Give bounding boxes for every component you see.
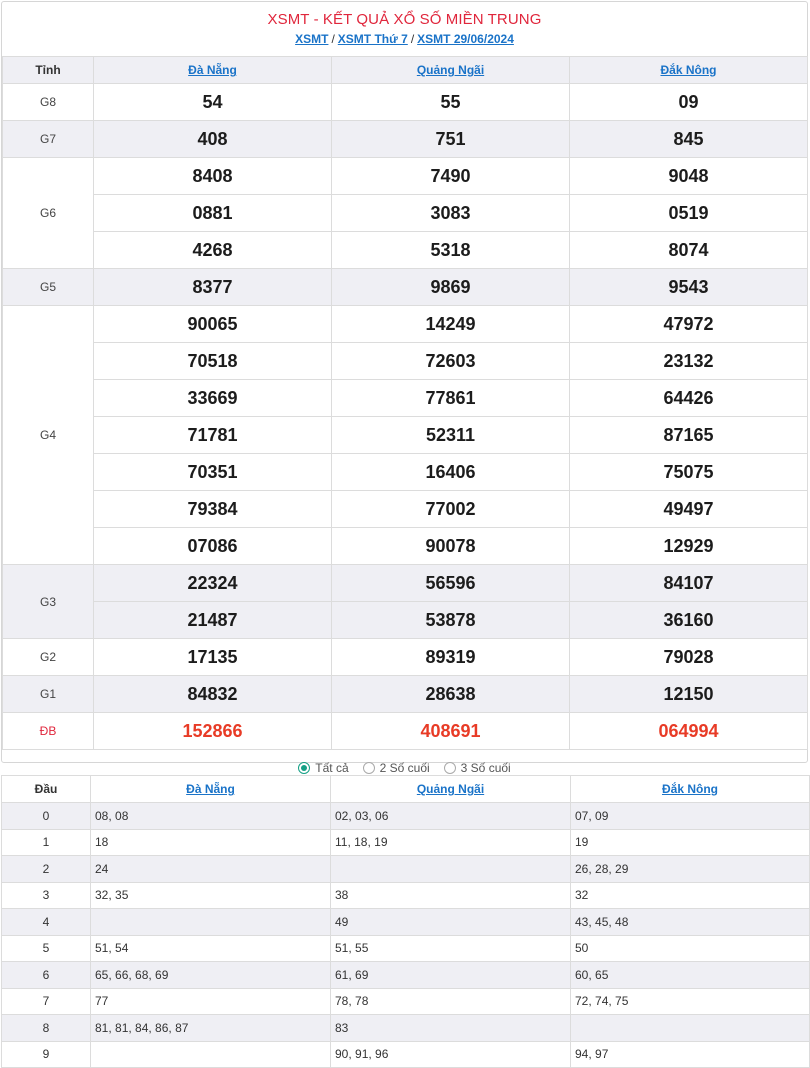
result-cell <box>332 121 570 158</box>
dau-label: 6 <box>2 962 91 989</box>
filter-option-label: 2 Số cuối <box>379 760 430 775</box>
loto-province-header <box>571 776 810 803</box>
result-cell <box>570 269 808 306</box>
loto-province-link-dak-nong[interactable]: Đắk Nông <box>661 782 718 796</box>
prize-row <box>3 158 808 269</box>
result-number: 28638 <box>425 684 476 704</box>
province-header <box>570 57 808 84</box>
result-number: 8377 <box>192 277 233 297</box>
loto-cell: 07, 09 <box>571 803 810 830</box>
result-cell <box>332 269 570 306</box>
loto-row <box>2 988 810 1015</box>
result-number: 77002 <box>332 490 569 527</box>
breadcrumb-link-weekday[interactable]: XSMT Thứ 7 <box>337 32 408 46</box>
result-cell <box>570 306 808 565</box>
province-header <box>94 57 332 84</box>
loto-row <box>2 882 810 909</box>
prize-row <box>3 565 808 639</box>
result-cell <box>570 121 808 158</box>
radio-button[interactable] <box>363 762 375 774</box>
result-cell <box>332 84 570 121</box>
loto-cell: 43, 45, 48 <box>571 909 810 936</box>
breadcrumb-link-xsmt[interactable]: XSMT <box>295 32 329 46</box>
result-cell <box>94 676 332 713</box>
dau-label: 9 <box>2 1041 91 1068</box>
result-number: 64426 <box>570 379 807 416</box>
result-number: 8074 <box>570 231 807 268</box>
loto-row <box>2 829 810 856</box>
result-cell <box>94 639 332 676</box>
result-number: 845 <box>673 129 704 149</box>
result-number: 12150 <box>663 684 714 704</box>
loto-cell: 77 <box>91 988 331 1015</box>
province-link-quang-ngai[interactable]: Quảng Ngãi <box>416 63 485 77</box>
dau-label: 1 <box>2 829 91 856</box>
result-number: 4268 <box>94 231 331 268</box>
prize-row <box>3 269 808 306</box>
result-number: 54 <box>202 92 223 112</box>
prize-label: ĐB <box>3 713 94 750</box>
loto-row <box>2 1015 810 1042</box>
loto-cell: 94, 97 <box>571 1041 810 1068</box>
result-number: 0881 <box>94 194 331 231</box>
loto-cell: 65, 66, 68, 69 <box>91 962 331 989</box>
loto-cell: 38 <box>331 882 571 909</box>
loto-cell: 32, 35 <box>91 882 331 909</box>
result-number: 0519 <box>570 194 807 231</box>
loto-cell <box>91 1041 331 1068</box>
loto-cell: 72, 74, 75 <box>571 988 810 1015</box>
prize-row <box>3 639 808 676</box>
result-cell <box>94 565 332 639</box>
loto-province-link-da-nang[interactable]: Đà Nẵng <box>186 782 235 796</box>
result-number: 70518 <box>94 342 331 379</box>
result-cell <box>570 639 808 676</box>
dau-column-label: Đầu <box>2 776 91 803</box>
result-number: 56596 <box>425 573 476 593</box>
prize-row <box>3 306 808 565</box>
radio-button[interactable] <box>298 762 310 774</box>
prize-row <box>3 121 808 158</box>
result-number: 55 <box>440 92 461 112</box>
breadcrumb-separator: / <box>331 32 335 46</box>
breadcrumb-link-date[interactable]: XSMT 29/06/2024 <box>417 32 514 46</box>
loto-cell: 51, 54 <box>91 935 331 962</box>
result-number: 751 <box>435 129 466 149</box>
result-cell <box>332 306 570 565</box>
result-number: 9869 <box>430 277 471 297</box>
dau-label: 3 <box>2 882 91 909</box>
result-number: 16406 <box>332 453 569 490</box>
result-cell <box>94 121 332 158</box>
result-number: 21487 <box>94 601 331 638</box>
loto-body <box>2 803 810 1068</box>
loto-province-header <box>331 776 571 803</box>
result-number: 75075 <box>570 453 807 490</box>
filter-option-label: 3 Số cuối <box>460 760 511 775</box>
results-body <box>3 84 808 750</box>
loto-cell: 11, 18, 19 <box>331 829 571 856</box>
result-number: 70351 <box>94 453 331 490</box>
result-number: 3083 <box>332 194 569 231</box>
results-card <box>1 1 808 775</box>
loto-cell: 02, 03, 06 <box>331 803 571 830</box>
result-cell <box>332 676 570 713</box>
result-cell <box>94 158 332 269</box>
result-number: 90065 <box>187 314 238 334</box>
result-number: 33669 <box>94 379 331 416</box>
loto-row <box>2 856 810 883</box>
result-cell <box>332 565 570 639</box>
prize-label: G4 <box>3 306 94 565</box>
loto-cell: 49 <box>331 909 571 936</box>
loto-cell: 08, 08 <box>91 803 331 830</box>
result-number: 17135 <box>187 647 238 667</box>
result-number: 9048 <box>668 166 709 186</box>
result-number: 23132 <box>570 342 807 379</box>
result-cell <box>94 269 332 306</box>
result-number: 84107 <box>663 573 714 593</box>
loto-cell: 83 <box>331 1015 571 1042</box>
result-number: 89319 <box>425 647 476 667</box>
province-link-dak-nong[interactable]: Đắk Nông <box>660 63 717 77</box>
result-number: 064994 <box>658 721 719 741</box>
results-table <box>2 56 808 750</box>
prize-label: G6 <box>3 158 94 269</box>
result-cell <box>570 565 808 639</box>
result-number: 49497 <box>570 490 807 527</box>
prize-label: G5 <box>3 269 94 306</box>
loto-cell: 32 <box>571 882 810 909</box>
result-number: 36160 <box>570 601 807 638</box>
dau-label: 2 <box>2 856 91 883</box>
loto-header-row <box>2 776 810 803</box>
result-cell <box>94 306 332 565</box>
result-cell <box>570 158 808 269</box>
loto-cell: 18 <box>91 829 331 856</box>
result-number: 7490 <box>430 166 471 186</box>
dau-label: 4 <box>2 909 91 936</box>
radio-button[interactable] <box>444 762 456 774</box>
result-number: 79028 <box>663 647 714 667</box>
result-cell <box>332 639 570 676</box>
loto-cell: 60, 65 <box>571 962 810 989</box>
result-number: 77861 <box>332 379 569 416</box>
loto-cell <box>571 1015 810 1042</box>
loto-cell: 24 <box>91 856 331 883</box>
loto-row <box>2 935 810 962</box>
loto-row <box>2 909 810 936</box>
result-number: 90078 <box>332 527 569 564</box>
result-cell <box>94 84 332 121</box>
result-cell <box>332 158 570 269</box>
province-column-label: Tỉnh <box>3 57 94 84</box>
loto-table <box>1 775 810 1068</box>
loto-province-header <box>91 776 331 803</box>
result-number: 12929 <box>570 527 807 564</box>
prize-row <box>3 84 808 121</box>
result-cell <box>570 713 808 750</box>
loto-cell: 90, 91, 96 <box>331 1041 571 1068</box>
results-header-row <box>3 57 808 84</box>
result-number: 408691 <box>420 721 481 741</box>
loto-cell: 51, 55 <box>331 935 571 962</box>
loto-cell <box>331 856 571 883</box>
page-title: XSMT - KẾT QUẢ XỔ SỐ MIỀN TRUNG <box>267 11 542 28</box>
loto-row <box>2 1041 810 1068</box>
card-header <box>2 2 807 56</box>
prize-label: G7 <box>3 121 94 158</box>
result-number: 22324 <box>187 573 238 593</box>
prize-label: G3 <box>3 565 94 639</box>
loto-cell: 26, 28, 29 <box>571 856 810 883</box>
loto-cell: 19 <box>571 829 810 856</box>
result-number: 9543 <box>668 277 709 297</box>
result-cell <box>94 713 332 750</box>
loto-province-link-quang-ngai[interactable]: Quảng Ngãi <box>416 782 485 796</box>
loto-row <box>2 803 810 830</box>
result-number: 47972 <box>663 314 714 334</box>
loto-cell: 81, 81, 84, 86, 87 <box>91 1015 331 1042</box>
result-number: 52311 <box>332 416 569 453</box>
result-number: 8408 <box>192 166 233 186</box>
result-number: 84832 <box>187 684 238 704</box>
result-number: 79384 <box>94 490 331 527</box>
breadcrumb <box>2 32 807 46</box>
result-number: 14249 <box>425 314 476 334</box>
result-number: 87165 <box>570 416 807 453</box>
result-cell <box>332 713 570 750</box>
province-header <box>332 57 570 84</box>
loto-cell: 78, 78 <box>331 988 571 1015</box>
result-number: 5318 <box>332 231 569 268</box>
loto-cell: 61, 69 <box>331 962 571 989</box>
result-number: 71781 <box>94 416 331 453</box>
loto-cell <box>91 909 331 936</box>
province-link-da-nang[interactable]: Đà Nẵng <box>188 63 237 77</box>
breadcrumb-separator: / <box>410 32 415 46</box>
loto-cell: 50 <box>571 935 810 962</box>
filter-option-label: Tất cả <box>315 760 349 775</box>
dau-label: 0 <box>2 803 91 830</box>
filter-option[interactable] <box>444 761 511 775</box>
prize-row <box>3 713 808 750</box>
result-number: 07086 <box>94 527 331 564</box>
result-number: 53878 <box>332 601 569 638</box>
dau-label: 5 <box>2 935 91 962</box>
dau-label: 7 <box>2 988 91 1015</box>
result-number: 09 <box>678 92 699 112</box>
dau-label: 8 <box>2 1015 91 1042</box>
prize-label: G1 <box>3 676 94 713</box>
result-cell <box>570 676 808 713</box>
prize-row <box>3 676 808 713</box>
result-cell <box>570 84 808 121</box>
result-number: 408 <box>197 129 228 149</box>
prize-label: G8 <box>3 84 94 121</box>
result-number: 72603 <box>332 342 569 379</box>
filter-option[interactable] <box>298 761 348 775</box>
result-number: 152866 <box>182 721 243 741</box>
loto-row <box>2 962 810 989</box>
prize-label: G2 <box>3 639 94 676</box>
filter-option[interactable] <box>363 761 430 775</box>
